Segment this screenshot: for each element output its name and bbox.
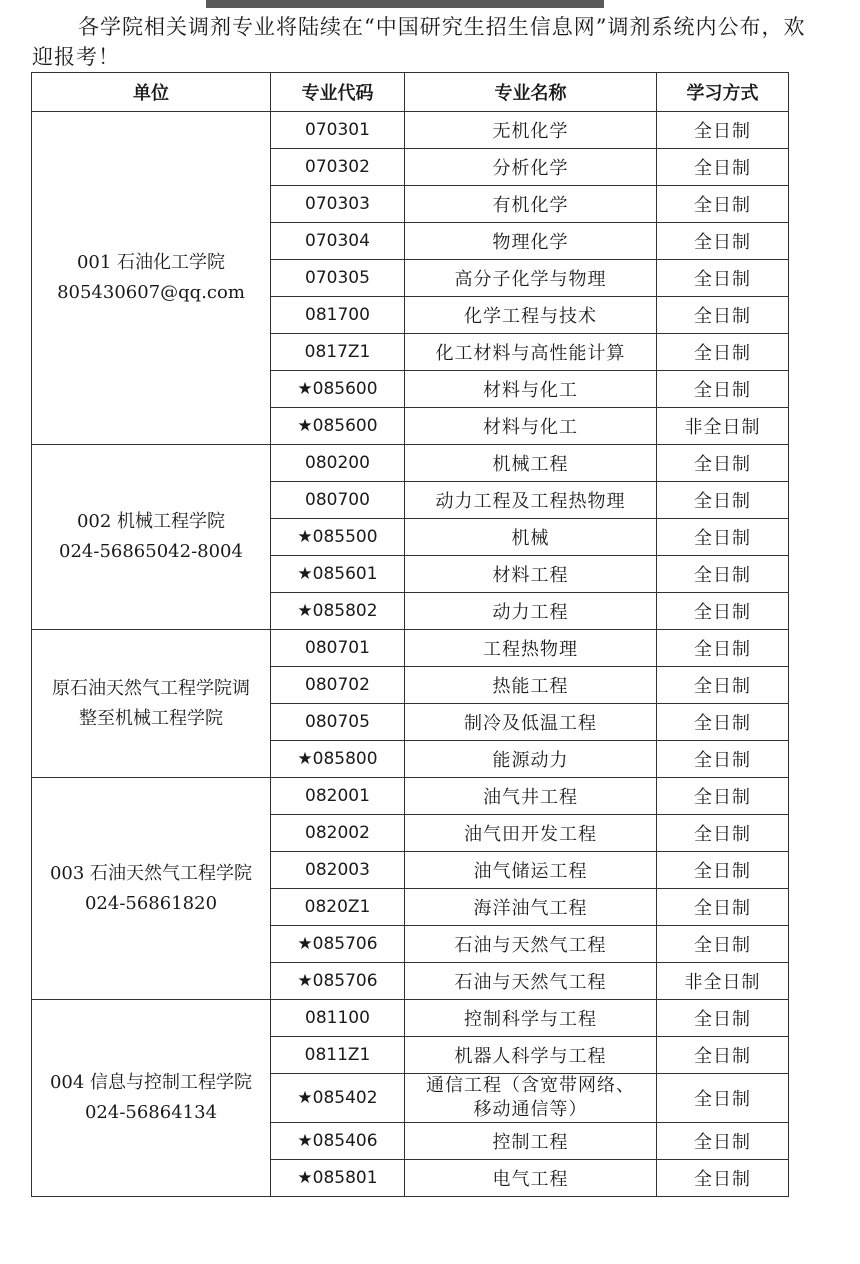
study-mode-cell: 全日制 [657, 445, 789, 482]
study-mode-cell: 非全日制 [657, 408, 789, 445]
unit-name: 原石油天然气工程学院调 [52, 677, 250, 699]
major-name-cell: 海洋油气工程 [405, 889, 657, 926]
study-mode-cell: 全日制 [657, 1074, 789, 1123]
study-mode-cell: 全日制 [657, 1037, 789, 1074]
study-mode-cell: 全日制 [657, 223, 789, 260]
major-name-cell: 机器人科学与工程 [405, 1037, 657, 1074]
unit-name: 002 机械工程学院 [76, 511, 226, 532]
study-mode-cell: 全日制 [657, 186, 789, 223]
major-code-cell: ★085601 [271, 556, 405, 593]
major-name-cell: 材料与化工 [405, 408, 657, 445]
unit-name: 001 石油化工学院 [76, 252, 226, 273]
major-code-cell: ★085600 [271, 408, 405, 445]
major-code-cell: ★085706 [271, 926, 405, 963]
major-code-cell: 081100 [271, 1000, 405, 1037]
major-name-cell: 油气井工程 [405, 778, 657, 815]
study-mode-cell: 全日制 [657, 334, 789, 371]
study-mode-cell: 全日制 [657, 1123, 789, 1160]
header-study-mode: 学习方式 [657, 73, 789, 112]
major-code-cell: 080705 [271, 704, 405, 741]
unit-name: 003 石油天然气工程学院 [49, 862, 253, 884]
major-code-cell: 081700 [271, 297, 405, 334]
major-name-cell: 能源动力 [405, 741, 657, 778]
table-row [32, 112, 789, 149]
major-name-cell: 分析化学 [405, 149, 657, 186]
study-mode-cell: 全日制 [657, 926, 789, 963]
major-name-cell: 油气储运工程 [405, 852, 657, 889]
study-mode-cell: 全日制 [657, 852, 789, 889]
major-code-cell: ★085706 [271, 963, 405, 1000]
header-major-name: 专业名称 [405, 73, 657, 112]
major-code-cell: ★085800 [271, 741, 405, 778]
study-mode-cell: 全日制 [657, 741, 789, 778]
major-name-cell: 石油与天然气工程 [405, 963, 657, 1000]
study-mode-cell: 全日制 [657, 149, 789, 186]
major-code-cell: ★085402 [271, 1074, 405, 1123]
table-row [32, 445, 789, 482]
table-row [32, 630, 789, 667]
major-code-cell: 070301 [271, 112, 405, 149]
unit-cell [32, 112, 271, 445]
major-name-cell: 电气工程 [405, 1160, 657, 1197]
study-mode-cell: 全日制 [657, 519, 789, 556]
major-name-cell: 无机化学 [405, 112, 657, 149]
major-code-cell: 070303 [271, 186, 405, 223]
study-mode-cell: 全日制 [657, 482, 789, 519]
major-name-cell: 化学工程与技术 [405, 297, 657, 334]
study-mode-cell: 非全日制 [657, 963, 789, 1000]
unit-cell [32, 1000, 271, 1197]
top-scroll-bar [206, 0, 604, 8]
major-code-cell: 082003 [271, 852, 405, 889]
intro-paragraph [32, 12, 822, 72]
unit-contact: 整至机械工程学院 [79, 707, 223, 729]
unit-cell [32, 778, 271, 1000]
major-name-cell: 材料与化工 [405, 371, 657, 408]
major-code-cell: 0820Z1 [271, 889, 405, 926]
study-mode-cell: 全日制 [657, 112, 789, 149]
major-code-cell: ★085406 [271, 1123, 405, 1160]
major-code-cell: 080702 [271, 667, 405, 704]
major-name-cell: 机械工程 [405, 445, 657, 482]
major-name-cell: 工程热物理 [405, 630, 657, 667]
study-mode-cell: 全日制 [657, 778, 789, 815]
major-code-cell: 080700 [271, 482, 405, 519]
header-code: 专业代码 [271, 73, 405, 112]
major-code-cell: ★085802 [271, 593, 405, 630]
major-code-cell: 070304 [271, 223, 405, 260]
major-name-cell: 有机化学 [405, 186, 657, 223]
major-code-cell: 082002 [271, 815, 405, 852]
major-code-cell: 082001 [271, 778, 405, 815]
table-row [32, 1000, 789, 1037]
study-mode-cell: 全日制 [657, 815, 789, 852]
major-name-cell: 动力工程 [405, 593, 657, 630]
unit-cell [32, 630, 271, 778]
major-name-cell: 油气田开发工程 [405, 815, 657, 852]
major-name-cell: 机械 [405, 519, 657, 556]
study-mode-cell: 全日制 [657, 371, 789, 408]
table-body [32, 112, 789, 1197]
major-name-cell: 动力工程及工程热物理 [405, 482, 657, 519]
major-code-cell: 0811Z1 [271, 1037, 405, 1074]
major-name-cell: 石油与天然气工程 [405, 926, 657, 963]
major-code-cell: 080701 [271, 630, 405, 667]
major-code-cell: 080200 [271, 445, 405, 482]
major-name-cell: 控制工程 [405, 1123, 657, 1160]
major-name-cell: 物理化学 [405, 223, 657, 260]
major-code-cell: ★085500 [271, 519, 405, 556]
study-mode-cell: 全日制 [657, 630, 789, 667]
header-unit: 单位 [32, 73, 271, 112]
unit-name: 004 信息与控制工程学院 [49, 1072, 253, 1093]
major-code-cell: ★085600 [271, 371, 405, 408]
intro-text: 各学院相关调剂专业将陆续在“中国研究生招生信息网”调剂系统内公布，欢迎报考！ [32, 15, 806, 69]
major-name-line1: 通信工程（含宽带网络、 [426, 1075, 635, 1096]
major-code-cell: 0817Z1 [271, 334, 405, 371]
study-mode-cell: 全日制 [657, 667, 789, 704]
unit-contact: 024-56861820 [84, 892, 218, 914]
major-name-cell: 热能工程 [405, 667, 657, 704]
unit-contact: 024-56864134 [84, 1102, 218, 1123]
study-mode-cell: 全日制 [657, 297, 789, 334]
study-mode-cell: 全日制 [657, 260, 789, 297]
major-code-cell: 070302 [271, 149, 405, 186]
study-mode-cell: 全日制 [657, 556, 789, 593]
major-code-cell: ★085801 [271, 1160, 405, 1197]
table-row [32, 778, 789, 815]
major-name-cell: 控制科学与工程 [405, 1000, 657, 1037]
study-mode-cell: 全日制 [657, 1000, 789, 1037]
study-mode-cell: 全日制 [657, 1160, 789, 1197]
unit-contact: 805430607@qq.com [57, 282, 245, 303]
major-code-cell: 070305 [271, 260, 405, 297]
major-name-line2: 移动通信等） [473, 1099, 588, 1120]
major-name-cell [405, 1074, 657, 1123]
study-mode-cell: 全日制 [657, 889, 789, 926]
major-name-cell: 化工材料与高性能计算 [405, 334, 657, 371]
unit-contact: 024-56865042-8004 [59, 541, 243, 562]
study-mode-cell: 全日制 [657, 593, 789, 630]
major-name-cell: 材料工程 [405, 556, 657, 593]
table-header-row [32, 73, 789, 112]
major-name-cell: 高分子化学与物理 [405, 260, 657, 297]
major-name-cell: 制冷及低温工程 [405, 704, 657, 741]
study-mode-cell: 全日制 [657, 704, 789, 741]
majors-table [31, 72, 789, 1197]
unit-cell [32, 445, 271, 630]
